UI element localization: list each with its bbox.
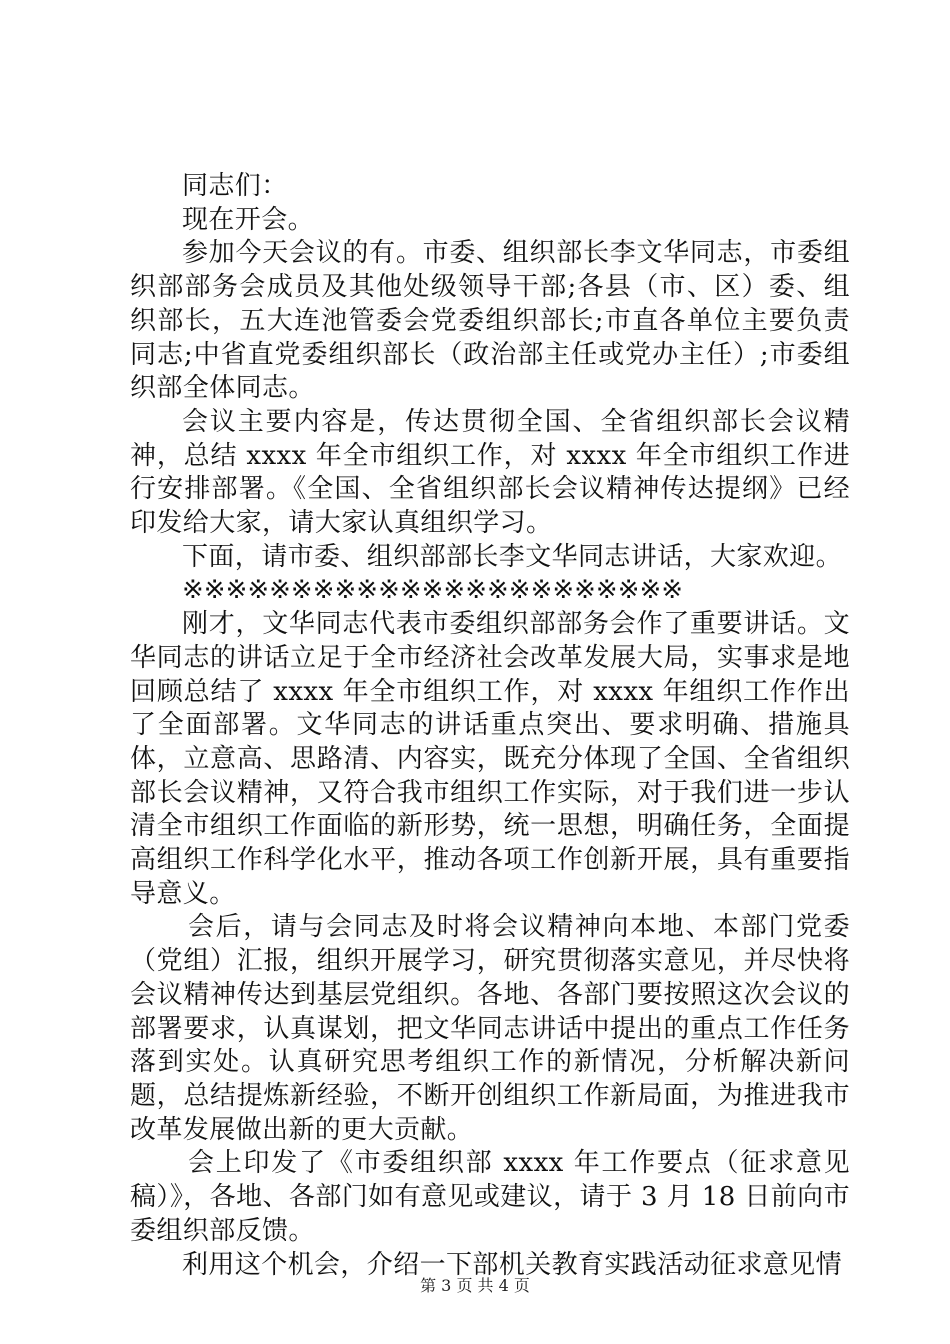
paragraph-speech-summary: 刚才，文华同志代表市委组织部部务会作了重要讲话。文华同志的讲话立足于全市经济社会改革发展大局，实事求是地回顾总结了 xxxx 年全市组织工作，对 xxxx 年组织工作作出了全面部署。文华同志的讲话重点突出、要求明确、措施具体，立意高、思路清、内容实，既充分体现了全国、全省组织部长会议精神，又符合我市组织工作实际，对于我们进一步认清全市组织工作面临的新形势，统一思想，明确任务，全面提高组织工作科学化水平，推动各项工作创新开展，具有重要指导意义。 [130,609,850,909]
section-divider: ※※※※※※※※※※※※※※※※※※※※※※※ [182,575,684,606]
document-body [130,170,850,1282]
page-number: 第 3 页 共 4 页 [420,1276,530,1295]
paragraph-after-meeting: 会后，请与会同志及时将会议精神向本地、本部门党委（党组）汇报，组织开展学习，研究贯彻落实意见，并尽快将会议精神传达到基层党组织。各地、各部门要按照这次会议的部署要求，认真谋划，把文华同志讲话中提出的重点工作任务落到实处。认真研究思考组织工作的新情况，分析解决新问题，总结提炼新经验，不断开创组织工作新局面，为推进我市改革发展做出新的更大贡献。 [130,912,850,1145]
paragraph-attendees: 参加今天会议的有。市委、组织部长李文华同志，市委组织部部务会成员及其他处级领导干部;各县（市、区）委、组织部长，五大连池管委会党委组织部长;市直各单位主要负责同志;中省直党委组织部长（政治部主任或党办主任）;市委组织部全体同志。 [130,238,850,404]
paragraph-opening: 现在开会。 [182,204,315,235]
paragraph-feedback-intro: 利用这个机会，介绍一下部机关教育实践活动征求意见情 [182,1249,843,1280]
page-footer [0,1276,950,1296]
paragraph-speech-invitation: 下面，请市委、组织部部长李文华同志讲话，大家欢迎。 [182,541,843,572]
paragraph-agenda: 会议主要内容是，传达贯彻全国、全省组织部长会议精神，总结 xxxx 年全市组织工作，对 xxxx 年全市组织工作进行安排部署。《全国、全省组织部长会议精神传达提纲》已经印发给大家，请大家认真组织学习。 [130,406,850,539]
paragraph-work-points: 会上印发了《市委组织部 xxxx 年工作要点（征求意见稿）》，各地、各部门如有意见或建议，请于 3 月 18 日前向市委组织部反馈。 [130,1148,850,1246]
paragraph-greeting: 同志们： [182,171,288,201]
